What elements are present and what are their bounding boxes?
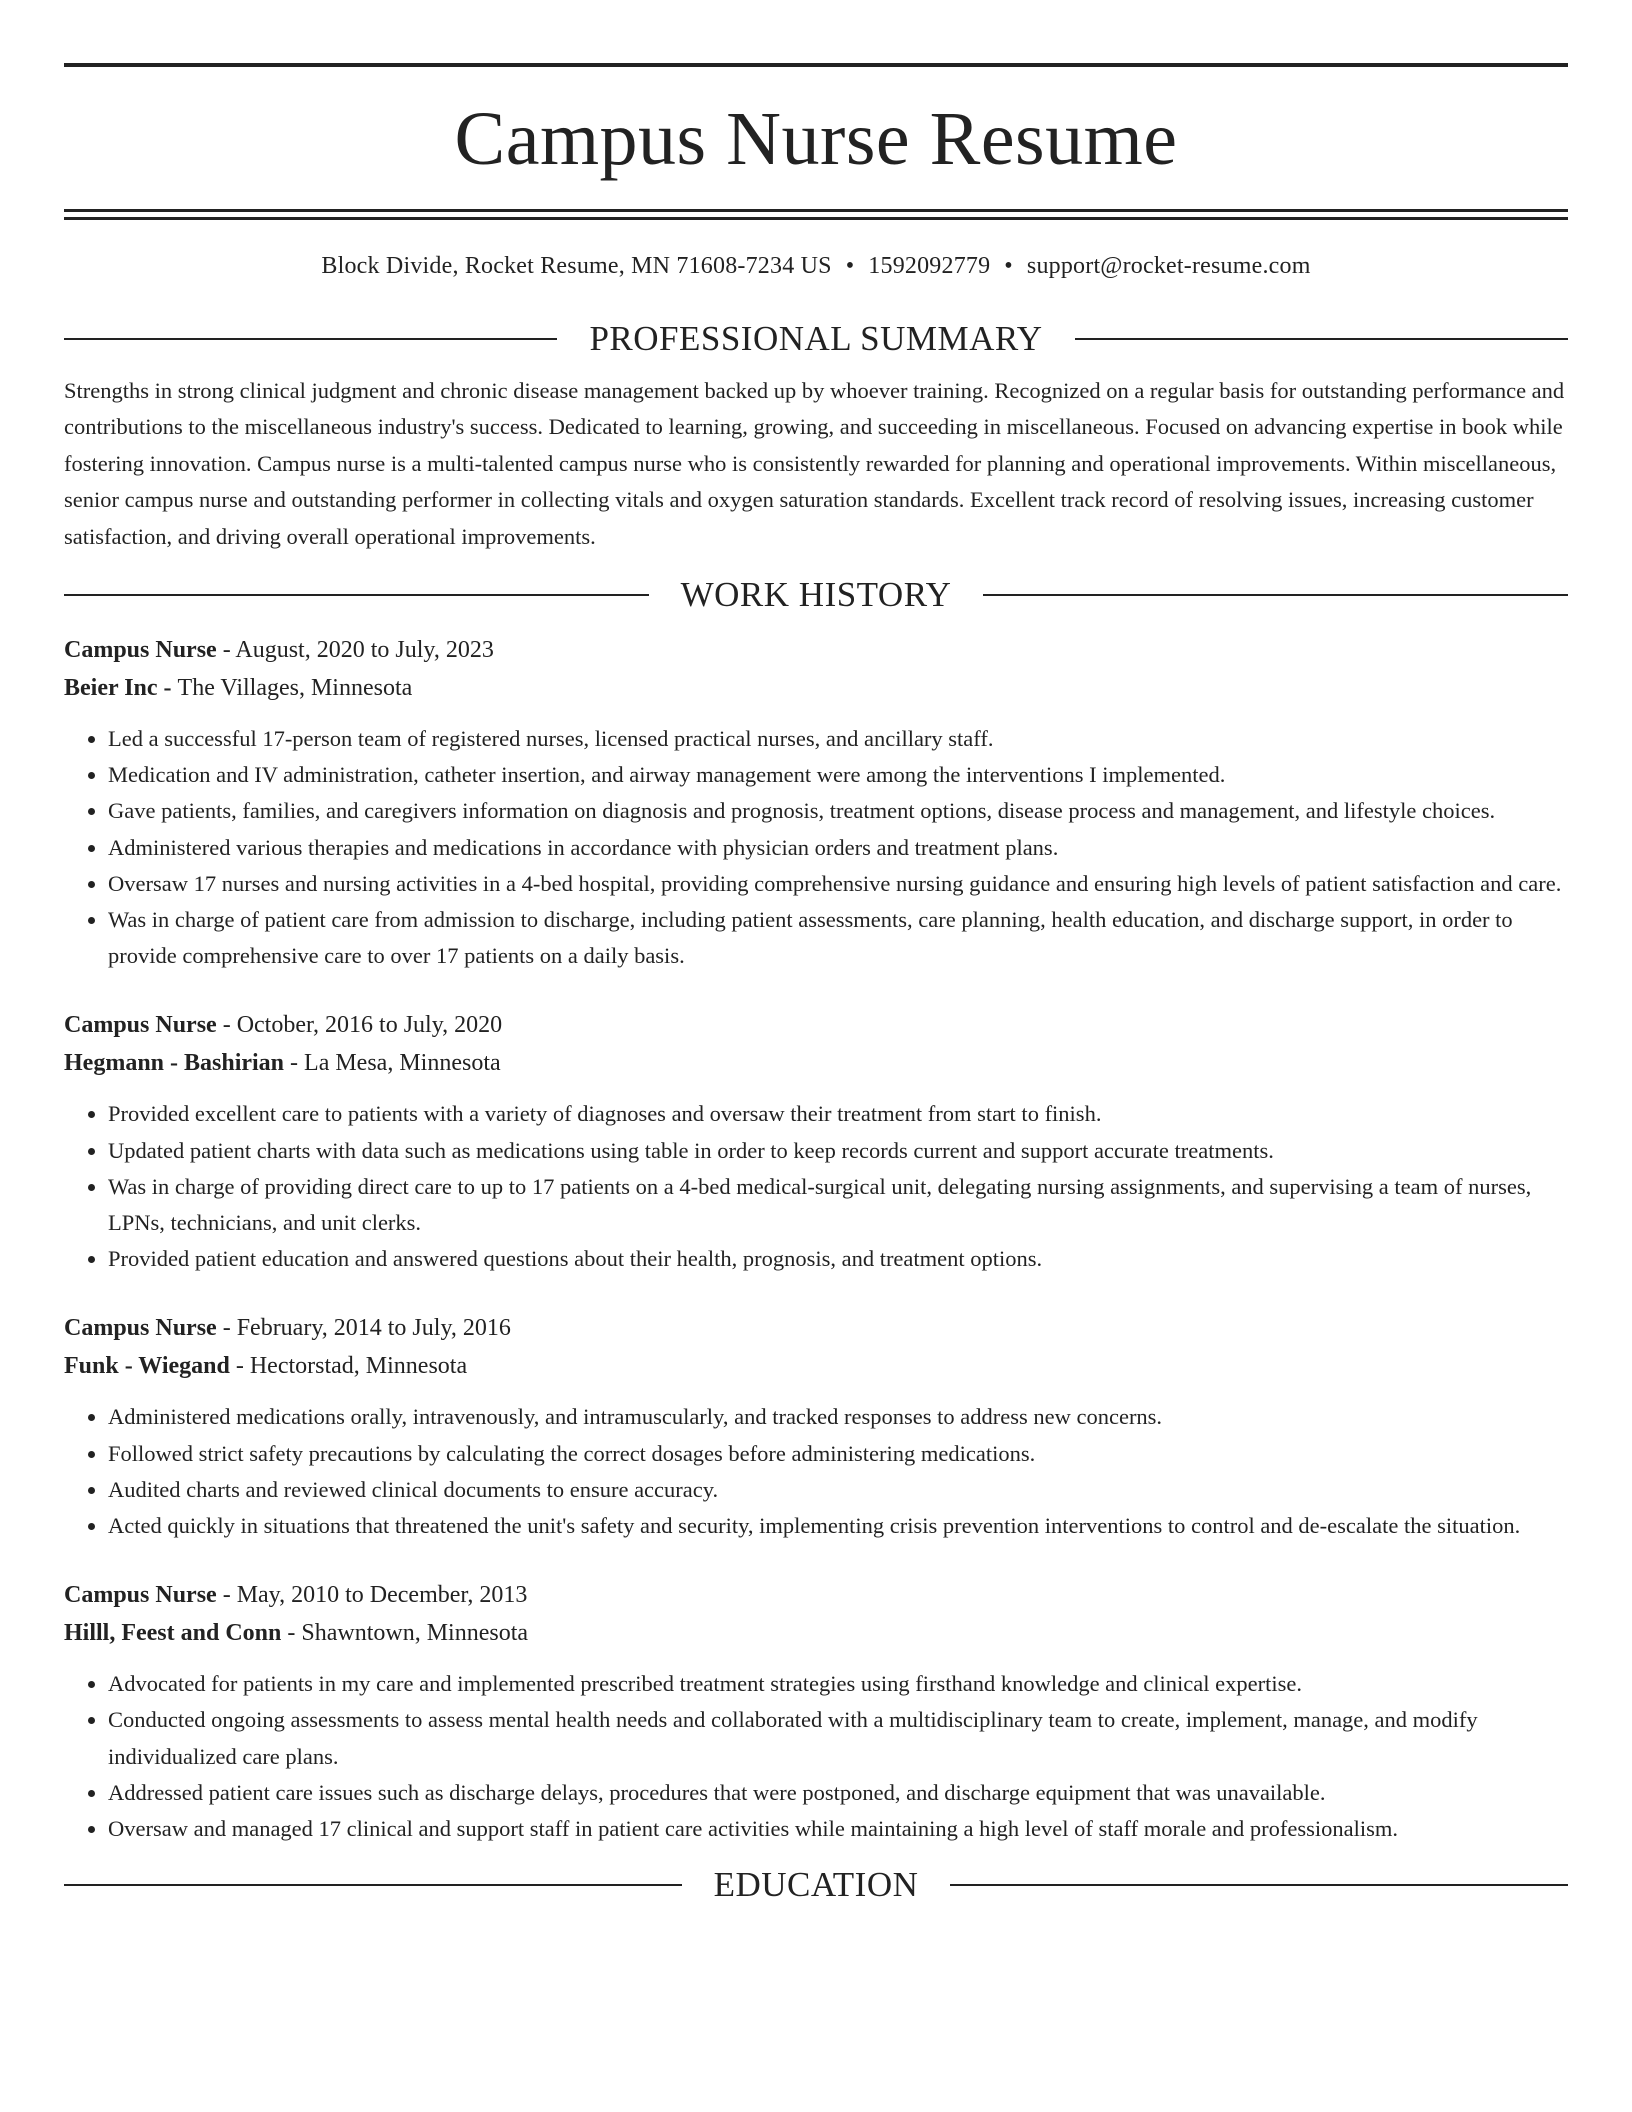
- job-dash: -: [216, 1582, 237, 1609]
- work-history-list: [64, 631, 1568, 1847]
- job-dash: -: [284, 1050, 305, 1077]
- job-dash: -: [281, 1620, 302, 1647]
- job-company: Beier Inc: [64, 675, 158, 702]
- job-dash: -: [216, 1012, 237, 1039]
- duty-item: • Followed strict safety precautions by calculating the correct dosages before administering medications.: [108, 1436, 1568, 1472]
- page-title: Campus Nurse Resume: [454, 97, 1178, 181]
- heading-rule: [64, 338, 557, 340]
- job-duties: [64, 1666, 1568, 1847]
- job-company: Hilll, Feest and Conn: [64, 1620, 282, 1647]
- job-location: Hectorstad, Minnesota: [249, 1353, 468, 1380]
- section-heading-education: [64, 1865, 1568, 1905]
- contact-phone: 1592092779: [868, 253, 991, 279]
- job-dates: August, 2020 to July, 2023: [235, 637, 494, 664]
- job-title-line: [64, 1309, 1568, 1347]
- duty-item: • Provided excellent care to patients with a variety of diagnoses and oversaw their treatment from start to finish.: [108, 1096, 1568, 1132]
- duty-item: • Audited charts and reviewed clinical documents to ensure accuracy.: [108, 1472, 1568, 1508]
- contact-line: [64, 250, 1568, 282]
- job-title: Campus Nurse: [64, 1582, 217, 1609]
- heading-rule: [64, 594, 649, 596]
- duty-item: • Provided patient education and answered questions about their health, prognosis, and treatment options.: [108, 1241, 1568, 1277]
- section-heading-label: PROFESSIONAL SUMMARY: [589, 319, 1043, 358]
- duty-item: • Conducted ongoing assessments to assess mental health needs and collaborated with a multidisciplinary team to create, implement, manage, and modify individualized care plans.: [108, 1702, 1568, 1774]
- duty-item: • Acted quickly in situations that threatened the unit's safety and security, implementing crisis prevention interventions to control and de-escalate the situation.: [108, 1508, 1568, 1544]
- job-dash: -: [157, 675, 178, 702]
- job-dash: -: [229, 1353, 250, 1380]
- job-dash: -: [216, 1315, 237, 1342]
- section-heading-work-history: [64, 575, 1568, 615]
- job-title-line: [64, 1006, 1568, 1044]
- resume-page: [64, 0, 1568, 1905]
- duty-item: • Administered medications orally, intravenously, and intramuscularly, and tracked responses to address new concerns.: [108, 1399, 1568, 1435]
- job-duties: [64, 1399, 1568, 1544]
- duty-item: • Updated patient charts with data such as medications using table in order to keep records current and support accurate treatments.: [108, 1133, 1568, 1169]
- heading-rule: [64, 1884, 682, 1886]
- duty-item: • Advocated for patients in my care and implemented prescribed treatment strategies using firsthand knowledge and clinical expertise.: [108, 1666, 1568, 1702]
- job-location: La Mesa, Minnesota: [304, 1050, 501, 1077]
- duty-item: • Was in charge of patient care from admission to discharge, including patient assessments, care planning, health education, and discharge support, in order to provide comprehensive care to over 17 patients on a daily basis.: [108, 902, 1568, 974]
- title-double-rule: [64, 209, 1568, 212]
- job-duties: [64, 1096, 1568, 1277]
- duty-item: • Medication and IV administration, catheter insertion, and airway management were among the interventions I implemented.: [108, 757, 1568, 793]
- job-company-line: [64, 669, 1568, 707]
- heading-rule: [1075, 338, 1568, 340]
- job-title-line: [64, 1576, 1568, 1614]
- section-heading-summary: [64, 319, 1568, 359]
- section-heading-label: EDUCATION: [713, 1865, 919, 1905]
- job-title: Campus Nurse: [64, 1315, 217, 1342]
- heading-rule: [950, 1884, 1568, 1886]
- job-company: Funk - Wiegand: [64, 1353, 230, 1380]
- job-location: Shawntown, Minnesota: [301, 1620, 529, 1647]
- job-title: Campus Nurse: [64, 1012, 217, 1039]
- job-entry: [64, 1006, 1568, 1277]
- job-dates: May, 2010 to December, 2013: [236, 1582, 528, 1609]
- duty-item: • Gave patients, families, and caregivers information on diagnosis and prognosis, treatment options, disease process and management, and lifestyle choices.: [108, 793, 1568, 829]
- job-company: Hegmann - Bashirian: [64, 1050, 285, 1077]
- summary-text: Strengths in strong clinical judgment and chronic disease management backed up by whoever training. Recognized on a regular basis for outstanding performance and contributions to the miscellaneous industry's success. Dedicated to learning, growing, and succeeding in miscellaneous. Focused on advancing expertise in book while fostering innovation. Campus nurse is a multi-talented campus nurse who is consistently rewarded for planning and operational improvements. Within miscellaneous, senior campus nurse and outstanding performer in collecting vitals and oxygen saturation standards. Excellent track record of resolving issues, increasing customer satisfaction, and driving overall operational improvements.: [64, 378, 1565, 549]
- duty-item: • Oversaw and managed 17 clinical and support staff in patient care activities while maintaining a high level of staff morale and professionalism.: [108, 1811, 1568, 1847]
- job-duties: [64, 721, 1568, 974]
- contact-separator: •: [845, 253, 855, 279]
- duty-item: • Led a successful 17-person team of registered nurses, licensed practical nurses, and ancillary staff.: [108, 721, 1568, 757]
- contact-separator: •: [1004, 253, 1013, 279]
- job-entry: [64, 1576, 1568, 1847]
- job-entry: [64, 631, 1568, 974]
- heading-rule: [983, 594, 1568, 596]
- duty-item: • Was in charge of providing direct care to up to 17 patients on a 4-bed medical-surgical unit, delegating nursing assignments, and supervising a team of nurses, LPNs, technicians, and unit clerks.: [108, 1169, 1568, 1241]
- job-dash: -: [216, 637, 236, 664]
- contact-address: Block Divide, Rocket Resume, MN 71608-7234 US: [321, 253, 832, 279]
- job-company-line: [64, 1044, 1568, 1082]
- section-heading-label: WORK HISTORY: [680, 575, 952, 615]
- contact-email: support@rocket-resume.com: [1026, 253, 1311, 279]
- job-dates: February, 2014 to July, 2016: [236, 1315, 511, 1342]
- job-company-line: [64, 1347, 1568, 1385]
- job-title: Campus Nurse: [64, 637, 217, 664]
- job-entry: [64, 1309, 1568, 1544]
- top-rule: [64, 63, 1568, 67]
- job-dates: October, 2016 to July, 2020: [236, 1012, 503, 1039]
- duty-item: • Addressed patient care issues such as discharge delays, procedures that were postponed, and discharge equipment that was unavailable.: [108, 1775, 1568, 1811]
- duty-item: • Administered various therapies and medications in accordance with physician orders and treatment plans.: [108, 830, 1568, 866]
- job-location: The Villages, Minnesota: [177, 675, 413, 702]
- duty-item: • Oversaw 17 nurses and nursing activities in a 4-bed hospital, providing comprehensive nursing guidance and ensuring high levels of patient satisfaction and care.: [108, 866, 1568, 902]
- job-title-line: [64, 631, 1568, 669]
- job-company-line: [64, 1614, 1568, 1652]
